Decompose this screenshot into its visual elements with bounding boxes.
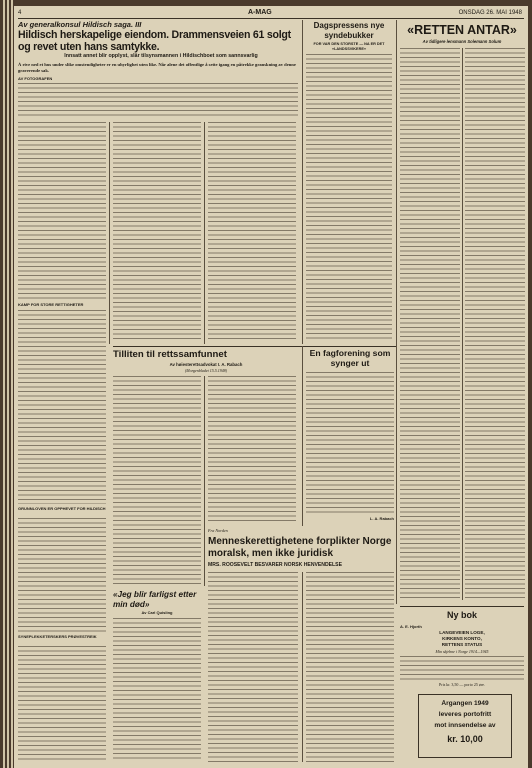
dagspressens-sub: FOR VAR DEN STORSTE — NA ER DET «LANDSSVIKERE» (313, 42, 385, 51)
fagforening-headline: En fagforening som synger ut (309, 348, 391, 368)
lead-intro: Å rive ned et hus under slike omstendigheter er en uhyrlighet uten like. Når alene det offentlige å sette igang en påtrekke granskning av denne graverende sak. (18, 62, 296, 73)
dagspressens-headline: Dagspressens nye syndebukker (313, 21, 385, 40)
lead-kicker: Av generalkonsul Hildisch saga. III (18, 20, 142, 29)
col-rule (302, 572, 303, 762)
section-rule (113, 346, 396, 347)
ny-bok-line: A. E. Hjorth (400, 624, 422, 629)
subscription-line-3: mot innsendelse av (434, 722, 496, 729)
lead-byline: AV FOTOGRAFEN (18, 76, 53, 81)
section-rule (400, 606, 524, 607)
running-head (14, 8, 528, 18)
ny-bok-line: Min skjebne i Norge 1914—1945 (435, 649, 489, 654)
lead-deck: Innsatt annet blir opplyst, slår tilsynsmannen i Hildischboet som sannsvarlig (64, 53, 258, 59)
ny-bok-line: KIRKENS KONTO, (442, 636, 482, 641)
jeg-blir-author: Av Carl Quisling (141, 610, 173, 615)
header-rule (18, 18, 524, 19)
lead-col-1-part-3 (18, 518, 106, 632)
col-rule (396, 20, 397, 604)
tilliten-note: (Morgenbladet 15.5.1948) (184, 368, 228, 373)
subscription-line-1: Årgangen 1949 (441, 700, 489, 707)
nordic-col-1 (208, 572, 298, 762)
section-title-3: SYNEPLEKKETERSKERS PRØVESTREIK (18, 634, 97, 639)
lead-col-1-part-4 (18, 646, 106, 762)
retten-sub: Av tidligere lensmann Solemann Solum (422, 39, 502, 44)
jeg-blir-body (113, 618, 201, 762)
ny-bok-body (400, 656, 524, 680)
col-rule (462, 48, 463, 600)
retten-headline: «RETTEN ANTAR» (407, 23, 517, 37)
ny-bok-title: Ny bok (446, 610, 477, 620)
ny-bok-line: LANGEVEIEN LOGE, (439, 630, 485, 635)
fagforening-body (306, 372, 394, 516)
lead-col-1-part-1 (18, 122, 106, 300)
col-rule (302, 20, 303, 344)
lead-intro-body (18, 83, 298, 119)
retten-col-2 (465, 48, 525, 600)
lead-col-1-part-2 (18, 310, 106, 504)
lead-col-3 (208, 122, 296, 342)
lead-headline: Hildisch herskapelige eiendom. Drammensveien 61 solgt og revet uten hans samtykke. (18, 29, 291, 53)
paper-name: A-MAG (248, 9, 272, 16)
jeg-blir-headline: «Jeg blir farligst etter min død» (113, 590, 197, 609)
nordic-tag: Fra Norden (208, 528, 228, 533)
col-rule (204, 122, 205, 344)
tilliten-byline: Av høiesterettsadvokat I. A. Rabach (169, 362, 243, 367)
ny-bok-line: RETTENS STATUS (441, 642, 483, 647)
dagspressens-body (306, 54, 392, 342)
lead-col-2 (113, 122, 201, 342)
col-rule (204, 376, 205, 586)
tilliten-col-2 (208, 376, 296, 524)
col-rule (109, 122, 110, 344)
ny-bok-line: Pris kr. 3,50 — porto 25 øre. (439, 682, 485, 687)
tilliten-col-1 (113, 376, 201, 586)
section-title-1: KAMP FOR STORE RETTIGHETER (18, 302, 84, 307)
section-title-2: GRUNNLOVEN ER OPPHEVET FOR HILDISCH (18, 506, 106, 511)
nordic-sub: MRS. ROOSEVELT BESVARER NORSK HENVENDELSE (208, 562, 342, 568)
newspaper-page (14, 6, 528, 768)
subscription-line-2: leveres portofritt (438, 711, 492, 718)
subscription-price: kr. 10,00 (447, 734, 483, 744)
issue-date: ONSDAG 26. MAI 1948 (458, 10, 522, 16)
nordic-col-2 (306, 572, 394, 762)
fagforening-signature: L. A. Rabach (369, 516, 394, 521)
retten-col-1 (400, 48, 460, 600)
page-number: 4 (18, 10, 22, 16)
col-rule (302, 346, 303, 526)
tilliten-headline: Tilliten til rettssamfunnet (113, 349, 227, 360)
nordic-headline: Menneskerettighetene forplikter Norge moralsk, men ikke juridisk (208, 536, 392, 559)
